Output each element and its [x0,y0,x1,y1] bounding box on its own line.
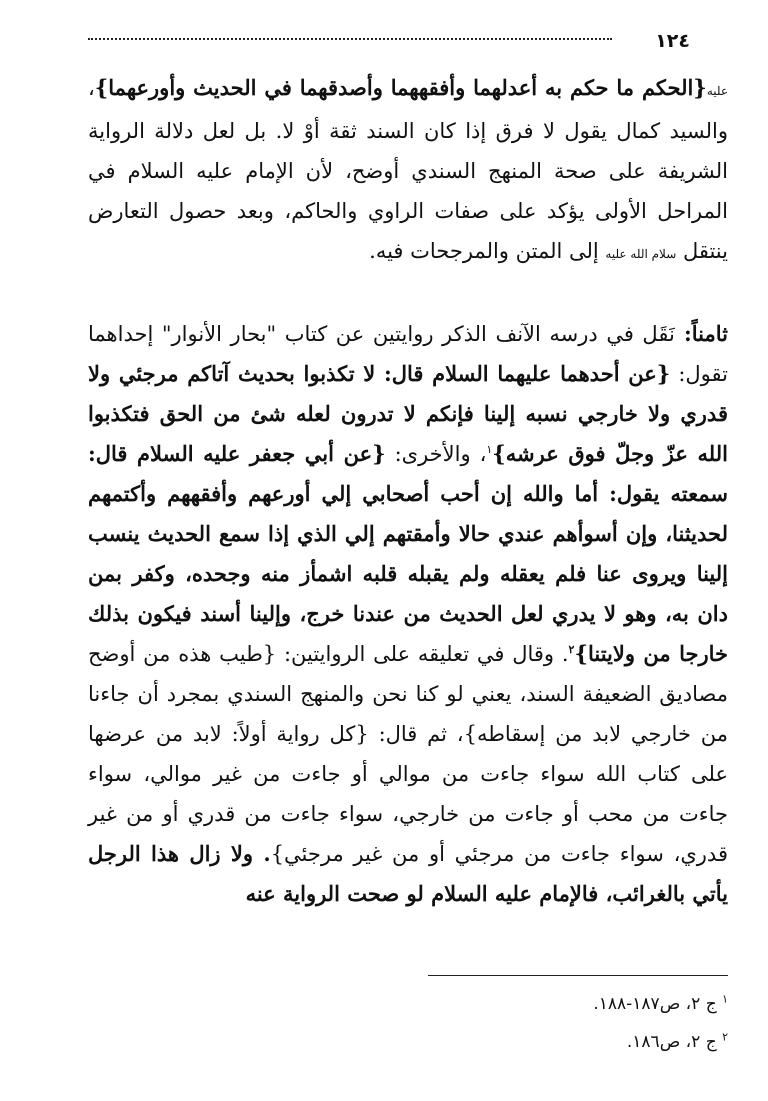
paragraph-2-intro: نَقَل في درسه الآنف الذكر روايتين عن كتاب "بحار الأنوار" إحداهما تقول: [88,322,728,386]
footnote-2-mark: ٢ [722,1030,728,1044]
footnotes [428,985,728,1061]
footnote-ref-1[interactable]: ١ [486,443,493,456]
page-header [88,30,690,54]
paragraph-1-text: ، والسيد كمال يقول لا فرق إذا كان السند ثقة أوْ لا. بل لعل دلالة الرواية الشريفة على صحة المنهج السندي أوضح، لأن الإمام عليه السلام في المراحل الأولى يؤكد على صفات الراوي والحاكم، وبعد حصول التعارض ينتقل [88,76,728,263]
header-dotted-line [88,36,612,40]
commentary-text: . وقال في تعليقه على الروايتين: {طيب هذه من أوضح مصاديق الضعيفة السند، يعني لو كنا نحن والمنهج السندي بمجرد أن جاءنا من خارجي لابد من إسقاطه}، ثم قال: {كل رواية أولاً: لابد من عرضها على كتاب الله سواء جاءت من موالي أو جاءت من غير موالي، سواء جاءت من محب أو جاءت من خارجي، سواء جاءت من قدري أو من غير قدري، سواء جاءت من مرجئي أو من غير مرجئي} [88,642,728,866]
quote-narration-1: {عن أحدهما عليهما السلام قال: لا تكذبوا بحديث آتاكم مرجئي ولا قدري ولا خارجي نسبه إلينا فإنكم لا تدرون لعله شئ من الحق فتكذبوا الله عزّ وجلّ فوق عرشه} [88,361,728,466]
footnote-divider [428,975,728,976]
salutation-end: سلام الله عليه [605,247,677,261]
footnote-1 [428,985,728,1023]
paragraph-1 [88,68,728,274]
footnote-1-mark: ١ [722,992,728,1006]
main-text [88,68,728,914]
salutation: عليه [706,84,728,98]
connector-text: ، والأخرى: [385,442,487,466]
footnote-2-text: ج ٢، ص١٨٦. [626,1032,723,1052]
paragraph-2 [88,314,728,914]
paragraph-1-text-end: إلى المتن والمرجحات فيه. [369,239,606,263]
footnote-1-text: ج ٢، ص١٨٧-١٨٨. [593,994,723,1014]
section-lead: ثامناً: [674,321,728,346]
quote-hadith: {الحكم ما حكم به أعدلهما وأفقههما وأصدقهما في الحديث وأورعهما} [94,75,707,100]
quote-narration-2: {عن أبي جعفر عليه السلام قال: سمعته يقول: أما والله إن أحب أصحابي إلي أورعهم وأفقههم وأكتمهم لحديثنا، وإن أسوأهم عندي حالا وأمقتهم إلي الذي إذا سمع الحديث ينسب إلينا ويروى عنا فلم يعقله ولم يقبله قلبه اشمأز منه وجحده، وكفر بمن دان به، وهو لا يدري لعل الحديث من عندنا خرج، وإلينا أسند فيكون بذلك خارجا من ولايتنا} [88,441,729,666]
footnote-2 [428,1023,728,1061]
closing-text: . ولا زال هذا الرجل يأتي بالغرائب، فالإمام عليه السلام لو صحت الرواية عنه [88,841,728,906]
footnote-ref-2[interactable]: ٢ [568,643,575,656]
page-number: ١٢٤ [655,30,690,52]
